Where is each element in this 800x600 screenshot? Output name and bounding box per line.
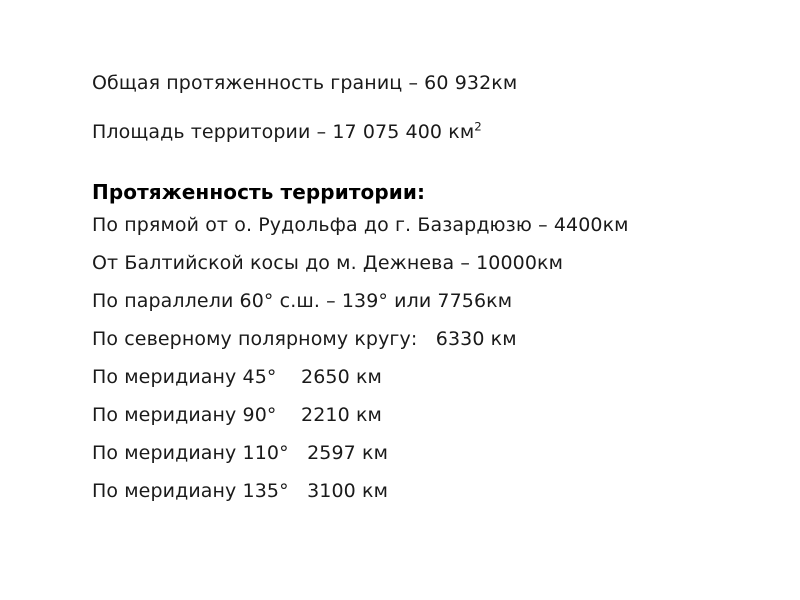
list-item: По меридиану 110° 2597 км	[92, 442, 389, 464]
list-item: По прямой от о. Рудольфа до г. Базардюзю – 4400км	[92, 214, 629, 236]
list-item: По меридиану 45° 2650 км	[92, 366, 382, 388]
total-border-length-line: Общая протяженность границ – 60 932км	[92, 72, 518, 94]
section-heading: Протяженность территории:	[92, 180, 426, 204]
territory-area-text: Площадь территории – 17 075 400 км	[92, 121, 475, 143]
territory-area-line	[92, 119, 740, 143]
list-item: По меридиану 90° 2210 км	[92, 404, 382, 426]
list-item: По меридиану 135° 3100 км	[92, 480, 389, 502]
list-item: От Балтийской косы до м. Дежнева – 10000км	[92, 252, 564, 274]
area-superscript: 2	[474, 119, 482, 134]
extent-list	[92, 216, 740, 501]
list-item: По северному полярному кругу: 6330 км	[92, 328, 517, 350]
list-item: По параллели 60° с.ш. – 139° или 7756км	[92, 290, 513, 312]
